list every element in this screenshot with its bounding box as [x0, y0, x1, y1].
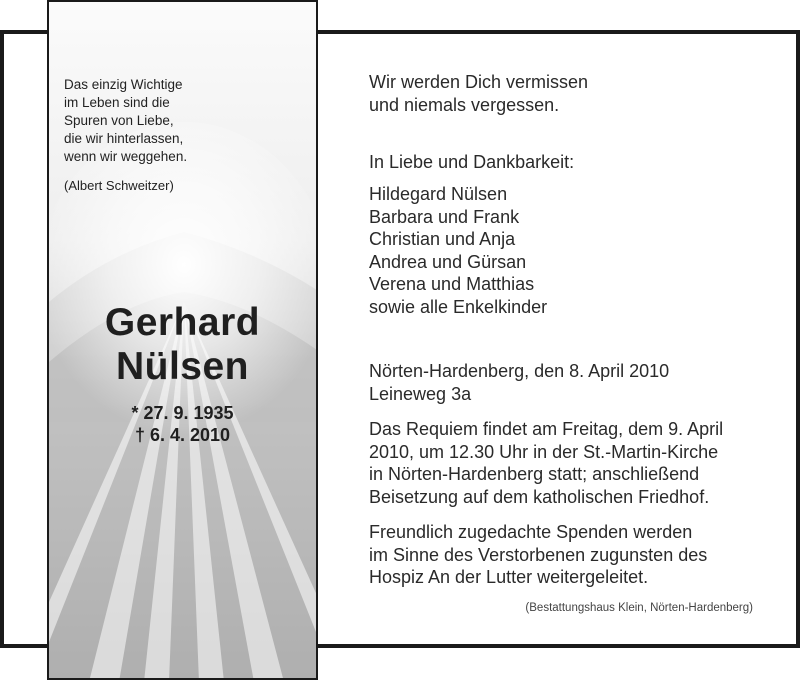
- mourner-name: Verena und Matthias: [369, 274, 535, 294]
- mourner-name: Christian und Anja: [369, 229, 516, 249]
- mourner-name: Andrea und Gürsan: [369, 251, 527, 272]
- message-line: und niemals vergessen.: [369, 94, 560, 115]
- mourners-list: [369, 183, 547, 318]
- photo-panel: [47, 0, 318, 680]
- quote-line: die wir hinterlassen,: [64, 131, 184, 146]
- donations-info: [369, 521, 769, 589]
- quote-line: wenn wir weggehen.: [64, 149, 188, 164]
- mourners-intro: In Liebe und Dankbarkeit:: [369, 152, 575, 172]
- mourner-name: sowie alle Enkelkinder: [369, 296, 548, 317]
- mourner-name: Barbara und Frank: [369, 206, 520, 227]
- quote-author: (Albert Schweitzer): [64, 178, 174, 193]
- deceased-first-name: Gerhard: [104, 301, 261, 344]
- requiem-line: Das Requiem findet am Freitag, dem 9. April: [369, 419, 724, 439]
- funeral-home-credit: (Bestattungshaus Klein, Nörten-Hardenberg): [525, 602, 753, 614]
- farewell-message: [369, 71, 588, 116]
- place-and-address: [369, 360, 669, 405]
- quote-line: Spuren von Liebe,: [64, 113, 174, 128]
- donations-line: im Sinne des Verstorbenen zugunsten des: [369, 544, 708, 565]
- message-line: Wir werden Dich vermissen: [369, 72, 589, 92]
- death-date: † 6. 4. 2010: [134, 425, 231, 445]
- place-date-line: Nörten-Hardenberg, den 8. April 2010: [369, 361, 670, 381]
- requiem-line: Beisetzung auf dem katholischen Friedhof.: [369, 486, 710, 507]
- frame-right-border: [796, 30, 800, 648]
- mourner-name: Hildegard Nülsen: [369, 184, 508, 204]
- deceased-last-name: Nülsen: [115, 345, 250, 388]
- quote-line: im Leben sind die: [64, 95, 170, 110]
- donations-line: Hospiz An der Lutter weitergeleitet.: [369, 567, 649, 587]
- street-address: Leineweg 3a: [369, 383, 472, 404]
- donations-line: Freundlich zugedachte Spenden werden: [369, 522, 693, 542]
- quote-line: Das einzig Wichtige: [64, 77, 183, 92]
- requiem-info: [369, 418, 769, 508]
- requiem-line: 2010, um 12.30 Uhr in der St.-Martin-Kirche: [369, 441, 719, 462]
- birth-date: * 27. 9. 1935: [131, 403, 234, 423]
- quote: [64, 76, 284, 166]
- requiem-line: in Nörten-Hardenberg statt; anschließend: [369, 464, 700, 484]
- frame-left-border: [0, 30, 4, 648]
